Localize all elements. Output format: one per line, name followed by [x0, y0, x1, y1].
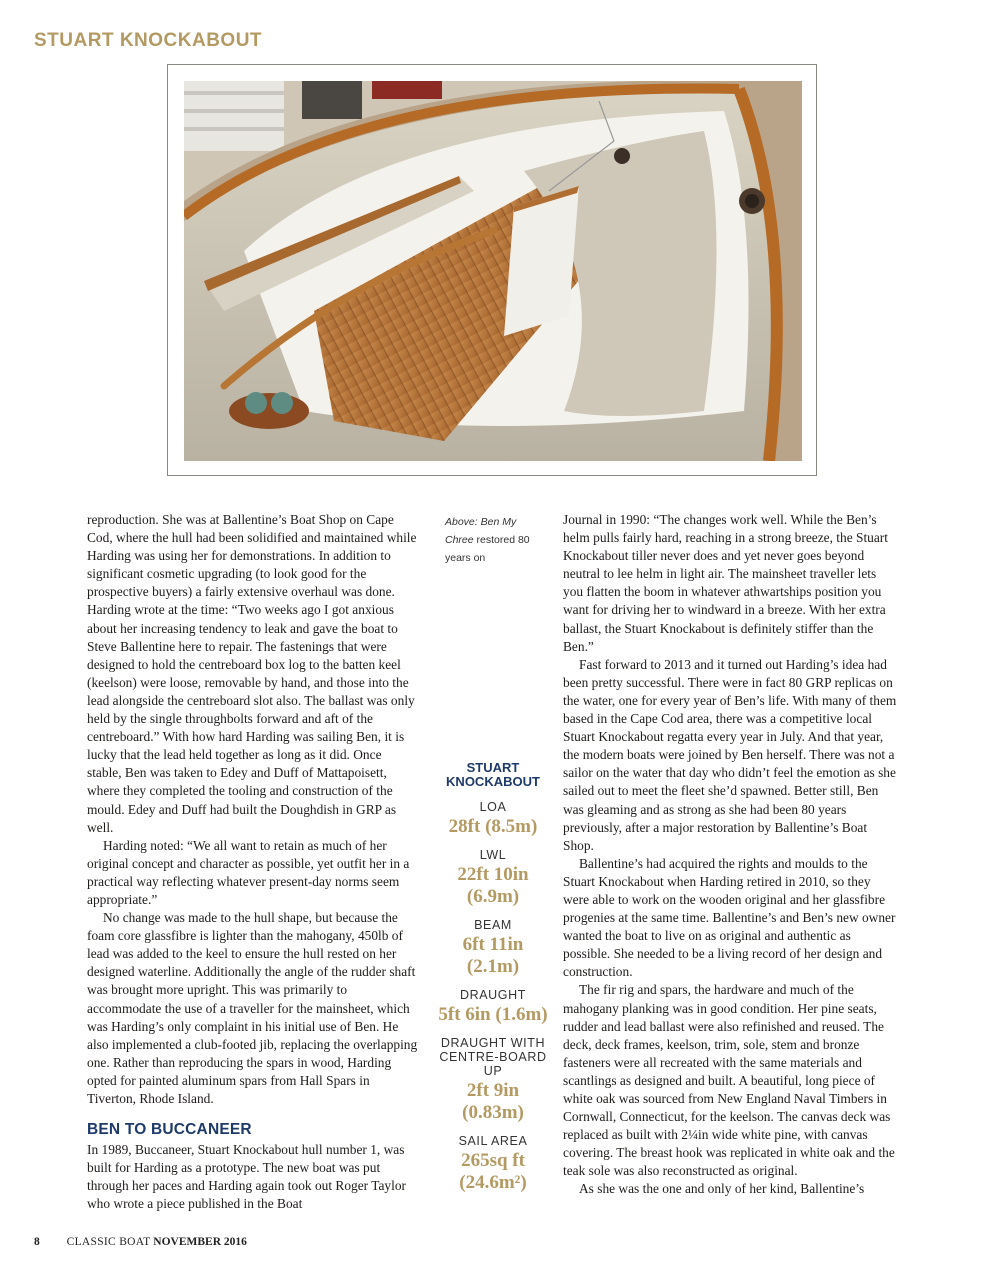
article-paragraph: Ballentine’s had acquired the rights and moulds to the Stuart Knockabout when Harding retired in 2010, so they were able to work on the wooden original and her glassfibre progenies at the same time. Ballentine’s and Ben’s new owner wanted the boat to live on as original and authentic as possible. She needed to be a living record of her design and construction. — [563, 855, 896, 980]
spec-label: SAIL AREA — [458, 1134, 528, 1148]
magazine-name: CLASSIC BOAT — [66, 1236, 151, 1248]
article-paragraph: Fast forward to 2013 and it turned out Harding’s idea had been pretty successful. There were in fact 80 GRP replicas on the water, one for every year of Ben’s life. With many of them based in the Cape Cod area, there was a competitive local Stuart Knockabout regatta every year in July. And that year, the modern boats were joined by Ben herself. There was not a sailor on the water that day who didn’t feel the emotion as she sailed out to meet the fleet she’d spawned. Better still, Ben was gleaming and as strong as she had been 80 years previously, after a major restoration by Ballentine’s Boat Shop. — [563, 656, 897, 853]
subheading: BEN TO BUCCANEER — [87, 1121, 252, 1139]
spec-value: 5ft 6in (1.6m) — [438, 1004, 548, 1025]
article-paragraph: Harding noted: “We all want to retain as much of her original concept and character as possible, yet outfit her in a practical way reflecting whatever present-day norms seem appropriate.” — [87, 837, 410, 907]
spec-label: LWL — [479, 848, 507, 862]
spec-value: 265sq ft (24.6m²) — [459, 1150, 527, 1193]
spec-item — [436, 800, 550, 838]
article-column-right — [563, 511, 899, 1199]
photo-caption — [445, 513, 545, 567]
page-number: 8 — [34, 1236, 40, 1248]
boat-photo — [184, 81, 802, 461]
spec-label: DRAUGHT WITH CENTRE-BOARD UP — [439, 1036, 547, 1078]
spec-item — [436, 918, 550, 978]
spec-item — [436, 988, 550, 1026]
article-paragraph: The fir rig and spars, the hardware and much of the mahogany planking was in good condition. Her pine seats, rudder and lead ballast were also refinished and reused. The deck, deck frames, keelson, trim, sole, stem and bronze fasteners were all recreated with the same materials and scantlings as designed and built. A beautiful, long piece of white oak was sourced from New England Naval Timbers in Cornwall, Connecticut, for the keelson. The canvas deck was replaced as built with 2¼in wide white pine, with canvas covering. The breast hook was replicated in white oak and the teak sole was also reconstructed as original. — [563, 982, 895, 1179]
article-paragraph: No change was made to the hull shape, but because the foam core glassfibre is lighter than the mahogany, 450lb of lead was added to the keel to ensure the hull rested on her designed waterline. Additionally the angle of the rudder shaft was brought more upright. This was primarily to accommodate the use of a traveller for the mainsheet, which was Harding’s only complaint in his initial use of Ben. He also implemented a club-footed jib, replacing the overlapping one. Rather than reproducing the spars in wood, Harding opted for painted aluminum spars from Hall Spars in Tiverton, Rhode Island. — [87, 910, 418, 1106]
article-paragraph: In 1989, Buccaneer, Stuart Knockabout hull number 1, was built for Harding as a prototype. The new boat was put through her paces and Harding again took out Roger Taylor who wrote a piece published in the Boat — [87, 1142, 406, 1212]
article-paragraph: reproduction. She was at Ballentine’s Boat Shop on Cape Cod, where the hull had been solidified and maintained while Harding was using her for demonstrations. In addition to significant cosmetic upgrading (to look good for the prospective buyers) a fairly extensive overhaul was done. Harding wrote at the time: “Two weeks ago I got anxious about her increasing tendency to leak and gave the boat to Steve Ballentine here to repair. The fastenings that were designed to hold the centreboard box log to the batten keel (keelson) were loose, removable by hand, and those into the lead alongside the centreboard slot also. The ballast was only held by the single throughbolts forward and aft of the centreboard.” With how hard Harding was sailing Ben, it is lucky that the lead held together as long as it did. Once stable, Ben was taken to Edey and Duff of Mattapoisett, where they completed the tooling and construction of the mould. Edey and Duff had built the Doughdish in GRP as well. — [87, 512, 417, 835]
spec-box — [436, 761, 550, 1204]
spec-value: 28ft (8.5m) — [448, 816, 538, 837]
spec-value: 6ft 11in (2.1m) — [462, 934, 524, 977]
spec-label: DRAUGHT — [459, 988, 526, 1002]
page-footer — [34, 1236, 247, 1248]
spec-label: BEAM — [474, 918, 512, 932]
caption-lead: Above: Ben My Chree — [445, 516, 517, 546]
spec-value: 22ft 10in (6.9m) — [457, 864, 529, 907]
spec-item — [436, 848, 550, 908]
spec-label: LOA — [479, 800, 507, 814]
spec-item — [436, 1036, 550, 1124]
boat-photo-frame — [167, 64, 817, 476]
section-title: STUART KNOCKABOUT — [34, 30, 263, 51]
article-column-left — [87, 511, 419, 1214]
spec-value: 2ft 9in (0.83m) — [462, 1080, 524, 1123]
issue-date: NOVEMBER 2016 — [153, 1236, 247, 1248]
spec-item — [436, 1134, 550, 1194]
caption-rest: restored 80 years on — [445, 534, 530, 564]
article-paragraph: As she was the one and only of her kind, Ballentine’s — [579, 1181, 865, 1197]
article-paragraph: Journal in 1990: “The changes work well. While the Ben’s helm pulls fairly hard, reaching in a strong breeze, the Stuart Knockabout tiller never does and yet never goes beyond neutral to lee helm in light air. The mainsheet traveller lets you flatten the boom in whatever athwartships position you want for driving her to windward in a breeze. With her extra ballast, the Stuart Knockabout is definitely stiffer than the Ben.” — [563, 512, 888, 654]
spec-title: STUART KNOCKABOUT — [446, 760, 540, 789]
